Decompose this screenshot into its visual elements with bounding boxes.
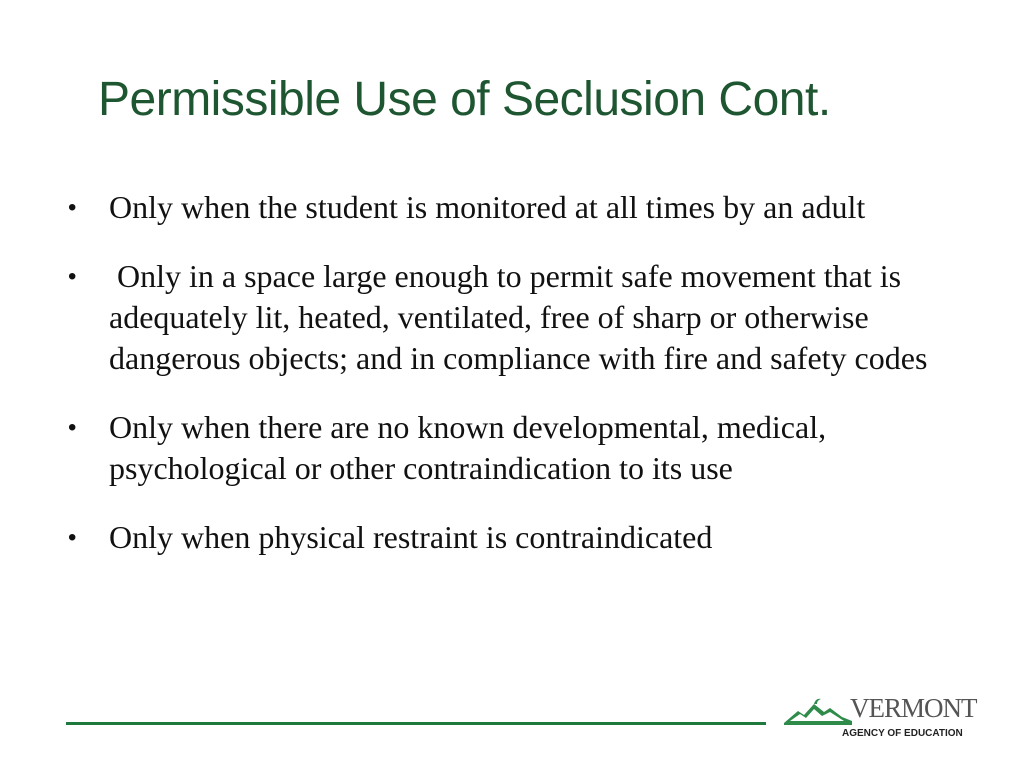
logo-name: VERMONT <box>850 693 977 723</box>
footer-rule <box>66 722 766 725</box>
bullet-text: Only when there are no known developmental, medical, psychological or other contraindication to its use <box>109 409 827 486</box>
bullet-dot: • <box>68 414 77 441</box>
logo-subtitle: AGENCY OF EDUCATION <box>842 728 963 739</box>
bullet-list <box>66 187 966 586</box>
slide-title: Permissible Use of Seclusion Cont. <box>98 73 831 126</box>
bullet-text: Only in a space large enough to permit safe movement that is adequately lit, heated, ventilated, free of sharp or otherwise dangerous objects; and in compliance with fire and safety codes <box>109 258 928 376</box>
mountain-icon <box>784 695 852 725</box>
bullet-text: Only when the student is monitored at all times by an adult <box>109 189 866 225</box>
bullet-item <box>66 187 966 228</box>
bullet-item <box>66 517 966 558</box>
vermont-logo <box>784 693 977 745</box>
bullet-dot: • <box>68 524 77 551</box>
bullet-item <box>66 256 966 379</box>
bullet-dot: • <box>68 263 77 290</box>
bullet-dot: • <box>68 194 77 221</box>
bullet-item <box>66 407 966 489</box>
bullet-text: Only when physical restraint is contraindicated <box>109 519 713 555</box>
